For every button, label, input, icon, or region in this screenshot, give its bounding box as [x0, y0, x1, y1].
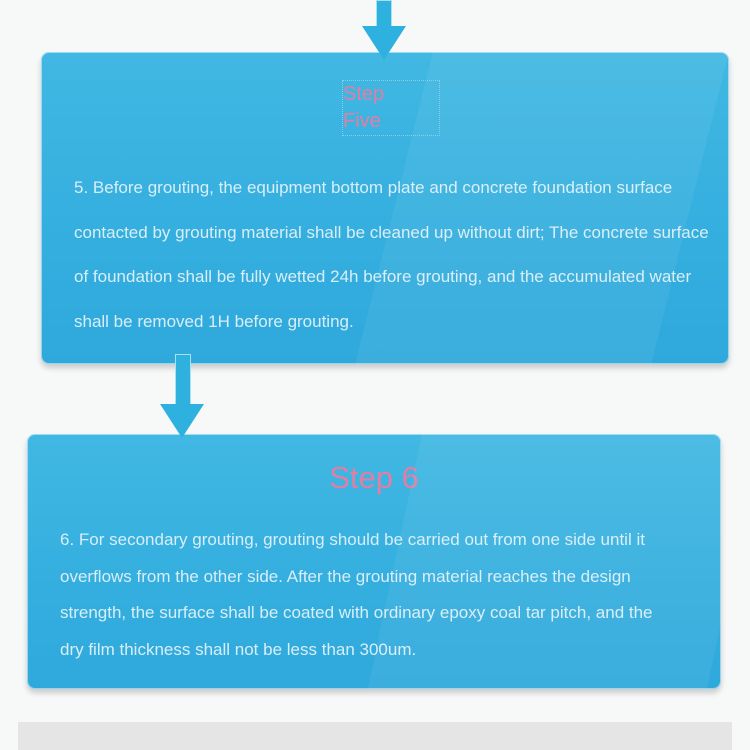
step-five-title: [342, 80, 440, 136]
step-five-body: 5. Before grouting, the equipment bottom plate and concrete foundation surface contacted by grouting material shall be cleaned up without dirt; The concrete surface of foundation shall be fully wetted 24h before grouting, and the accumulated water shall be removed 1H before grouting.: [74, 178, 709, 331]
step-five-title-line2: Five: [343, 110, 381, 132]
footer-band: [18, 722, 732, 750]
step-six-title: Step 6: [329, 460, 419, 495]
step-five-title-line1: Step: [343, 83, 385, 105]
step-six-panel: [27, 434, 721, 689]
down-arrow-icon: [362, 0, 406, 62]
step-six-body: 6. For secondary grouting, grouting should be carried out from one side until it overflows from the other side. After the grouting material reaches the design strength, the surface shall be coated with ordinary epoxy coal tar pitch, and the dry film thickness shall not be less than 300um.: [60, 530, 653, 660]
down-arrow-icon: [160, 354, 204, 446]
step-five-panel: [41, 52, 729, 364]
